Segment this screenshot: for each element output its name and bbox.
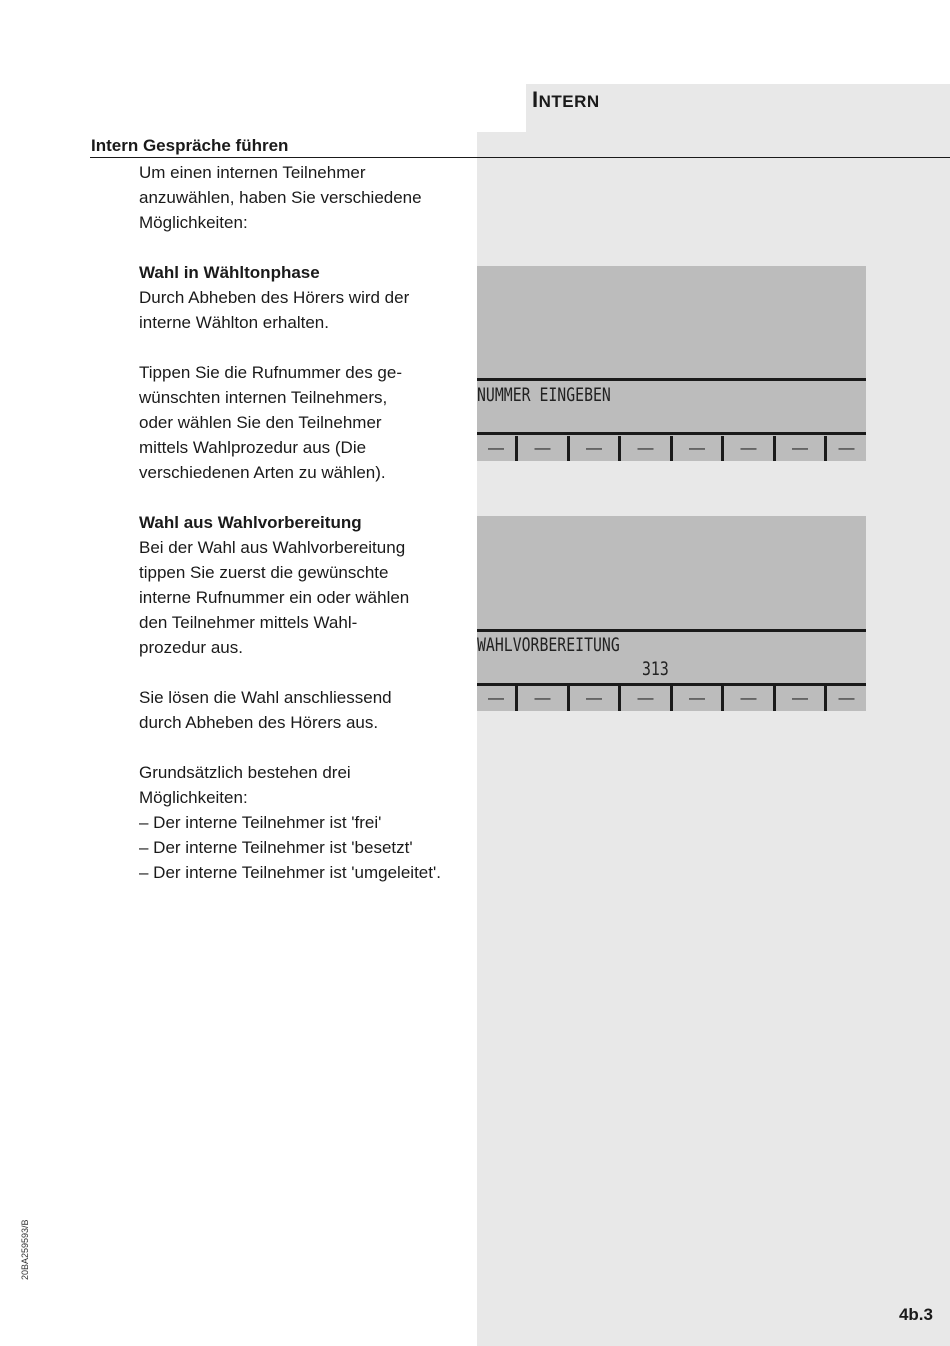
softkey[interactable]: —	[838, 690, 855, 707]
softkey-row	[477, 436, 866, 461]
page-number: 4b.3	[898, 1305, 933, 1324]
softkey[interactable]: —	[792, 690, 808, 707]
softkey[interactable]: —	[637, 440, 654, 457]
softkey[interactable]: —	[586, 440, 602, 457]
intro-text: Um einen internen Teilnehmer anzuwählen, haben Sie verschiedene Möglichkeiten:	[139, 163, 422, 232]
softkey[interactable]: —	[488, 690, 504, 707]
block2-heading: Wahl aus Wahlvorbereitung	[139, 513, 362, 532]
softkey[interactable]: —	[689, 440, 705, 457]
softkey[interactable]: —	[534, 440, 551, 457]
page-title: INTERN	[532, 87, 600, 112]
softkey-row	[477, 686, 866, 711]
block1: Wahl in Wähltonphase Durch Abheben des Hörers wird der interne Wählton erhalten. Tippen Sie die Rufnummer des ge- wünschten internen Teilnehmers, oder wählen Sie den Teilnehmer mittels Wahlprozedur aus (Die verschiedenen Arten zu wählen).	[139, 263, 410, 482]
lcd-display-1	[477, 266, 866, 461]
softkey[interactable]: —	[838, 440, 855, 457]
block1-heading: Wahl in Wähltonphase	[139, 263, 320, 282]
lcd-line-1: NUMMER EINGEBEN	[477, 384, 611, 406]
softkey[interactable]: —	[586, 690, 602, 707]
softkey[interactable]: —	[792, 440, 808, 457]
section-rule	[90, 157, 950, 158]
block2: Wahl aus Wahlvorbereitung Bei der Wahl aus Wahlvorbereitung tippen Sie zuerst die gewünschte interne Rufnummer ein oder wählen den Teilnehmer mittels Wahl- prozedur aus. Sie lösen die Wahl anschliessend durch Abheben des Hörers aus. Grundsätzlich bestehen drei Möglichkeiten: – Der interne Teilnehmer ist 'frei' – Der interne Teilnehmer ist 'besetzt' – Der interne Teilnehmer ist 'umgeleitet'.	[139, 513, 441, 882]
lcd-line-2: 313	[642, 658, 669, 680]
section-title: Intern Gespräche führen	[91, 136, 289, 155]
softkey[interactable]: —	[637, 690, 654, 707]
softkey[interactable]: —	[689, 690, 705, 707]
softkey[interactable]: —	[740, 440, 757, 457]
softkey[interactable]: —	[740, 690, 757, 707]
document-code: 20BA259593/B	[20, 1219, 30, 1280]
lcd-line-1: WAHLVORBEREITUNG	[477, 634, 620, 656]
softkey[interactable]: —	[488, 440, 504, 457]
softkey[interactable]: —	[534, 690, 551, 707]
lcd-display-2	[477, 516, 866, 711]
